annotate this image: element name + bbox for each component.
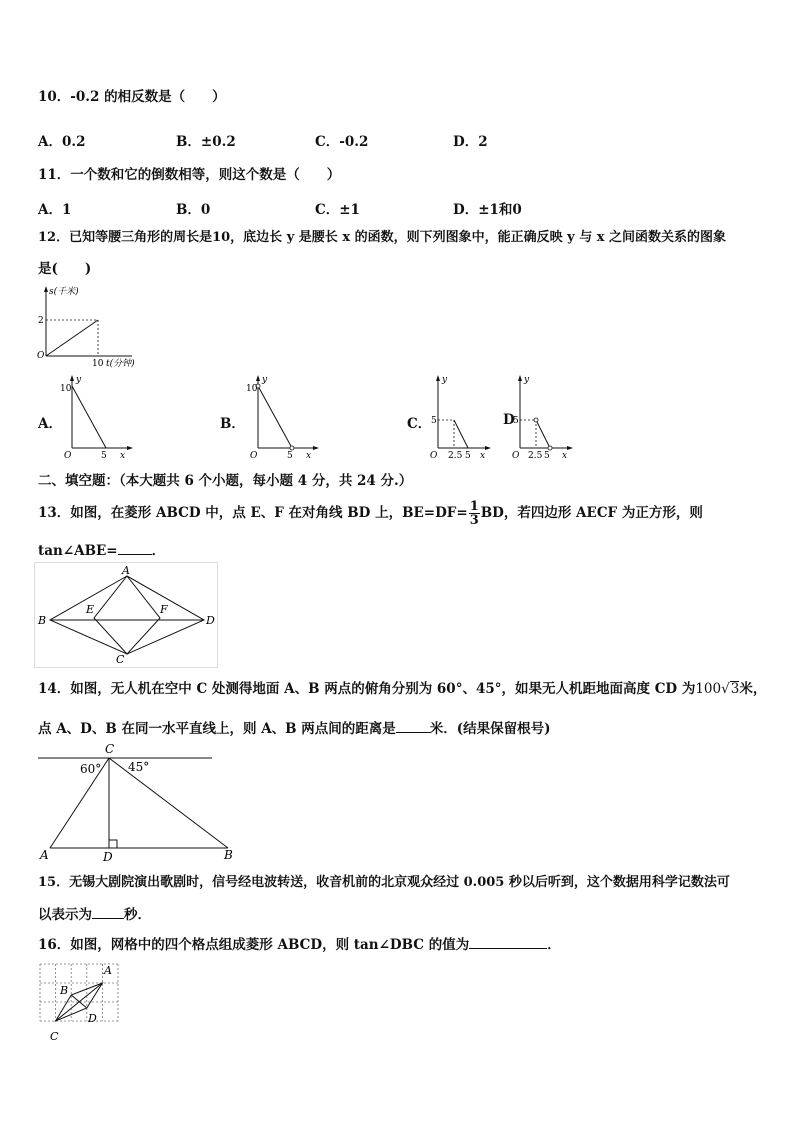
q11-option-c: C．±1 <box>315 202 360 218</box>
q14-stem-line2 <box>38 718 551 738</box>
q14-angle-45: 45° <box>128 760 150 774</box>
q14-line2-pre: 点 A、D、B 在同一水平直线上，则 A、B 两点间的距离是 <box>38 721 396 737</box>
q11-stem: 11．一个数和它的倒数相等，则这个数是（ ） <box>38 167 341 183</box>
graph-d-origin: O <box>512 451 520 461</box>
q13-fraction <box>469 500 480 527</box>
graph-c-y-tick: 5 <box>431 416 437 426</box>
graph-a-origin: O <box>64 451 72 461</box>
q11-option-b: B．0 <box>176 202 211 218</box>
q14-label-c: C <box>105 742 115 756</box>
q12-graph-a <box>58 372 138 464</box>
graph-a-x-label: x <box>120 451 126 461</box>
ref-graph-y-tick: 2 <box>38 316 44 326</box>
graph-c-x-tick-mid: 2.5 <box>448 451 463 461</box>
q13-stem-post: BD，若四边形 AECF 为正方形，则 <box>480 505 703 521</box>
q13-rhombus-figure <box>34 562 220 670</box>
q15-line2-post: 秒． <box>124 907 151 923</box>
q14-drone-figure <box>34 738 239 864</box>
q16-label-b: B <box>60 984 69 997</box>
q13-answer-blank[interactable] <box>118 540 152 555</box>
q16-stem-end: ． <box>547 937 561 953</box>
ref-graph-origin: O <box>37 351 45 361</box>
q16-stem <box>38 934 561 954</box>
graph-d-y-tick: 5 <box>513 416 519 426</box>
q16-grid-figure <box>34 958 124 1048</box>
q10-option-a: A．0.2 <box>38 134 86 150</box>
q12-graph-c <box>426 372 506 464</box>
graph-c-x-tick: 5 <box>465 451 471 461</box>
q10-option-c: C．-0.2 <box>315 134 369 150</box>
q16-label-a: A <box>104 964 112 977</box>
q14-label-d: D <box>103 850 113 864</box>
q14-stem-pre: 14．如图，无人机在空中 C 处测得地面 A、B 两点的俯角分别为 60°、45°，如果无人机距地面高度 CD 为 <box>38 681 696 697</box>
q13-stem-line2 <box>38 540 165 560</box>
q10-option-d: D．2 <box>453 134 488 150</box>
q13-stem-line1 <box>38 496 703 530</box>
q10-option-b: B．±0.2 <box>176 134 236 150</box>
q16-label-d: D <box>88 1012 97 1025</box>
q12-graph-b <box>244 372 324 464</box>
graph-a-y-tick: 10 <box>60 384 72 394</box>
graph-b-origin: O <box>250 451 258 461</box>
graph-d-y-label: y <box>524 375 530 385</box>
q14-answer-blank[interactable] <box>396 718 430 733</box>
q16-answer-blank[interactable] <box>469 934 547 949</box>
q12-stem-line1: 12．已知等腰三角形的周长是10，底边长 y 是腰长 x 的函数，则下列图象中，能正确反映 y 与 x 之间函数关系的图象 <box>38 230 726 245</box>
q13-label-e: E <box>86 603 95 616</box>
q13-line2-end: ． <box>151 543 166 559</box>
q12-option-d-label: D <box>503 412 515 428</box>
q14-coefficient: 100 <box>695 681 722 697</box>
q14-stem-line1: 14．如图，无人机在空中 C 处测得地面 A、B 两点的俯角分别为 60°、45°，如果无人机距地面高度 CD 为100√3米， <box>38 681 767 697</box>
q13-label-d: D <box>206 614 215 627</box>
q13-label-f: F <box>160 603 168 616</box>
graph-c-x-label: x <box>480 451 486 461</box>
q13-label-a: A <box>122 564 130 577</box>
q16-label-c: C <box>50 1030 59 1043</box>
q12-option-b-label: B． <box>220 416 245 432</box>
q16-stem-pre: 16．如图，网格中的四个格点组成菱形 ABCD，则 tan∠DBC 的值为 <box>38 937 470 953</box>
q14-stem-post: 米， <box>739 681 767 697</box>
ref-graph-x-label: t(分钟) <box>106 359 135 369</box>
q13-fraction-numerator: 1 <box>469 499 479 514</box>
q14-label-b: B <box>224 848 233 862</box>
q15-answer-blank[interactable] <box>92 904 124 919</box>
q14-line2-post: 米．(结果保留根号) <box>429 721 551 737</box>
graph-b-y-tick: 10 <box>246 384 258 394</box>
q12-graph-d <box>508 372 588 464</box>
graph-c-origin: O <box>430 451 438 461</box>
q12-stem-line2: 是( ) <box>38 261 92 277</box>
q13-fraction-denominator: 3 <box>469 513 479 528</box>
graph-b-x-label: x <box>306 451 312 461</box>
q12-option-a-label: A． <box>38 416 62 432</box>
graph-d-x-tick-mid: 2.5 <box>528 451 543 461</box>
q15-line2-pre: 以表示为 <box>38 907 92 923</box>
q14-angle-60: 60° <box>80 762 102 776</box>
graph-a-y-label: y <box>76 375 82 385</box>
q11-option-d: D．±1和0 <box>453 202 522 218</box>
ref-graph-x-tick: 10 <box>92 359 104 369</box>
q13-stem-pre: 13．如图，在菱形 ABCD 中，点 E、F 在对角线 BD 上，BE=DF= <box>38 505 468 521</box>
q13-line2-text: tan∠ABE= <box>38 543 118 559</box>
graph-d-x-tick: 5 <box>544 451 550 461</box>
q14-radicand: 3 <box>730 681 740 697</box>
ref-graph-y-label: s(千米) <box>49 287 79 297</box>
q15-stem-line1: 15．无锡大剧院演出歌剧时，信号经电波转送，收音机前的北京观众经过 0.005 秒以后听到，这个数据用科学记数法可 <box>38 875 730 890</box>
q11-option-a: A．1 <box>38 202 72 218</box>
graph-d-x-label: x <box>562 451 568 461</box>
q12-option-c-label: C． <box>407 416 432 432</box>
q13-label-b: B <box>38 614 47 627</box>
q13-label-c: C <box>116 653 125 666</box>
graph-b-x-tick: 5 <box>287 451 293 461</box>
q14-label-a: A <box>40 848 49 862</box>
graph-b-y-label: y <box>262 375 268 385</box>
graph-c-y-label: y <box>442 375 448 385</box>
q15-stem-line2 <box>38 904 151 924</box>
q12-reference-graph <box>34 284 149 369</box>
graph-a-x-tick: 5 <box>101 451 107 461</box>
section2-title: 二、填空题：（本大题共 6 个小题，每小题 4 分，共 24 分.） <box>38 473 413 489</box>
q10-stem: 10．-0.2 的相反数是（ ） <box>38 89 226 105</box>
